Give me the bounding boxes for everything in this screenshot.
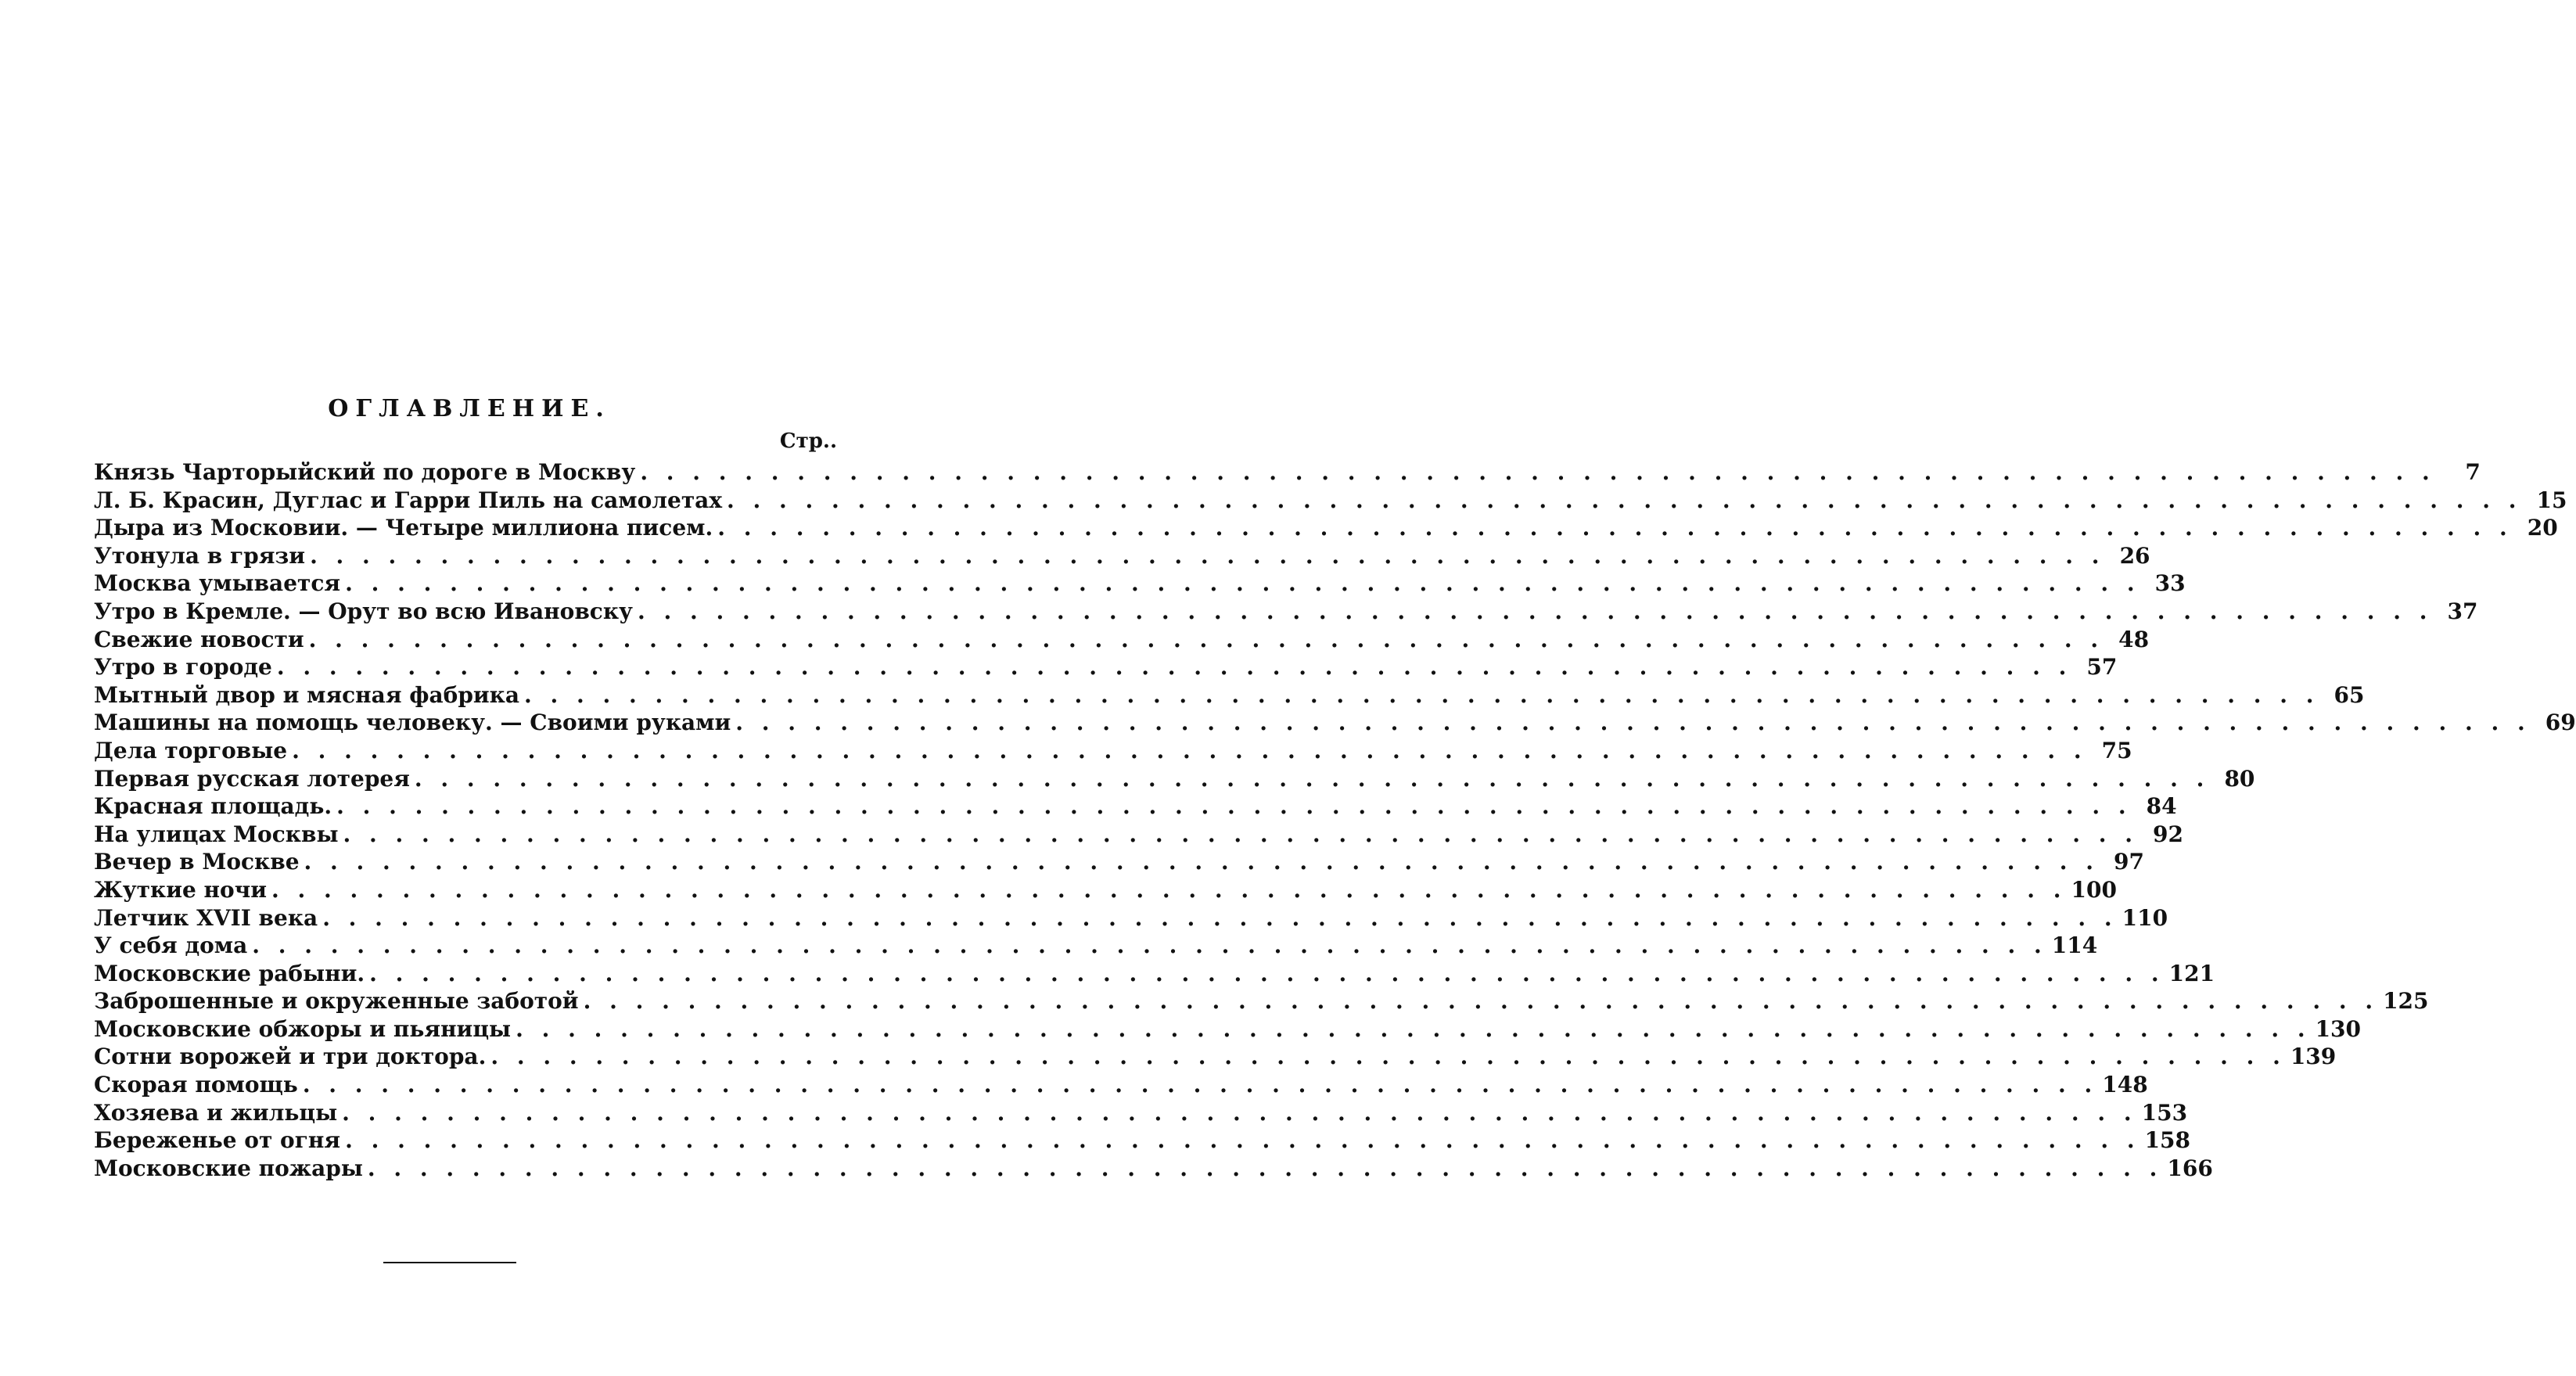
toc-dot-leader [415,765,2209,793]
toc-entry-page-number: 69 [2545,710,2576,736]
toc-entry-title: Московские пожары [94,1155,363,1181]
toc-entry-page-number: 37 [2447,598,2478,624]
toc-dot-leader [336,792,2131,821]
toc-entry-title: Московские рабыни. [94,960,365,986]
toc-dot-leader [271,876,2066,904]
toc-dot-leader [727,487,2521,515]
toc-entry-title: У себя дома [94,932,248,959]
toc-entry-title: Князь Чарторыйский по дороге в Москву [94,459,636,485]
toc-entry [94,681,2365,710]
toc-dot-leader [368,1155,2162,1183]
toc-entry-title: Утонула в грязи [94,542,306,569]
toc-dot-leader [345,569,2139,598]
toc-entry-page-number: 15 [2536,487,2567,513]
toc-entry [94,960,2215,988]
toc-entry-title: Л. Б. Красин, Дуглас и Гарри Пиль на самолетах [94,487,723,513]
toc-entry-page-number: 110 [2122,904,2168,931]
toc-dot-leader [638,598,2432,626]
toc-entry [94,1043,2337,1071]
toc-dot-leader [735,709,2530,737]
toc-entry-page-number: 153 [2141,1099,2188,1126]
toc-dot-leader [292,737,2086,765]
toc-entry-page-number: 100 [2071,876,2117,903]
toc-dot-leader [516,1015,2310,1044]
toc-entry [94,1071,2148,1099]
toc-entry-title: Дела торговые [94,737,288,763]
toc-entry [94,848,2145,876]
toc-entry-title: Летчик XVII века [94,904,318,931]
toc-entry-page-number: 114 [2051,932,2098,959]
toc-entry-title: Утро в городе [94,654,272,681]
toc-entry [94,904,2168,932]
toc-entry-title: Вечер в Москве [94,849,300,875]
toc-entry [94,987,2429,1015]
toc-dot-leader [322,904,2117,932]
toc-entry-page-number: 130 [2315,1015,2362,1042]
toc-dot-leader [717,514,2512,542]
toc-entry-page-number: 7 [2465,459,2481,485]
toc-entry [94,514,2558,542]
toc-dot-leader [309,626,2104,654]
table-of-contents [94,458,2576,1182]
toc-entry [94,598,2478,626]
toc-entry-page-number: 97 [2114,849,2145,875]
toc-entry-title: Жуткие ночи [94,876,267,903]
toc-dot-leader [345,1126,2139,1155]
toc-entry-title: Хозяева и жильцы [94,1099,338,1126]
toc-entry [94,709,2576,737]
toc-entry-title: Сотни ворожей и три доктора. [94,1044,487,1070]
toc-entry [94,932,2098,960]
toc-dot-leader [342,1099,2136,1127]
toc-entry-title: Красная площадь. [94,793,332,820]
toc-dot-leader [277,653,2071,681]
toc-entry-page-number: 121 [2168,960,2215,986]
toc-entry-page-number: 20 [2527,515,2558,541]
toc-entry-page-number: 48 [2118,626,2150,652]
toc-entry-title: Мытный двор и мясная фабрика [94,681,520,708]
toc-entry-title: На улицах Москвы [94,821,339,847]
toc-entry-title: Московские обжоры и пьяницы [94,1015,512,1042]
toc-entry-title: Береженье от огня [94,1127,341,1154]
toc-entry [94,487,2567,515]
toc-dot-leader [252,932,2046,960]
toc-entry-title: Первая русская лотерея [94,765,410,792]
toc-entry [94,765,2255,793]
toc-entry [94,1155,2213,1183]
toc-entry-title: Дыра из Московии. — Четыре миллиона писем. [94,515,713,541]
page-title: ОГЛАВЛЕНИЕ. [328,395,611,422]
toc-entry [94,542,2150,570]
toc-entry-page-number: 166 [2167,1155,2213,1181]
toc-dot-leader [303,1071,2097,1099]
page-column-label: Стр.. [779,429,837,453]
toc-entry-page-number: 158 [2144,1127,2191,1154]
toc-entry-page-number: 57 [2086,654,2118,681]
toc-entry [94,1015,2362,1044]
toc-entry-title: Москва умывается [94,570,341,597]
toc-entry-title: Свежие новости [94,626,304,652]
toc-entry-page-number: 139 [2290,1044,2337,1070]
toc-dot-leader [490,1043,2285,1071]
toc-entry [94,1099,2188,1127]
toc-entry [94,626,2150,654]
toc-entry-title: Утро в Кремле. — Орут во всю Ивановску [94,598,633,624]
toc-dot-leader [369,960,2164,988]
toc-entry-page-number: 148 [2102,1072,2148,1098]
toc-entry-page-number: 33 [2154,570,2186,597]
toc-entry [94,821,2183,849]
toc-dot-leader [524,681,2319,710]
toc-entry-page-number: 26 [2119,542,2150,569]
toc-entry-page-number: 92 [2153,821,2183,847]
toc-dot-leader [304,848,2099,876]
toc-entry [94,876,2117,904]
toc-entry-title: Скорая помощь [94,1072,298,1098]
toc-entry-page-number: 75 [2101,737,2132,763]
toc-entry [94,458,2481,487]
toc-entry-title: Заброшенные и окруженные заботой [94,988,579,1015]
toc-entry-title: Машины на помощь человеку. — Своими руками [94,710,731,736]
toc-entry-page-number: 80 [2224,765,2255,792]
toc-dot-leader [640,458,2434,487]
toc-entry [94,792,2177,821]
toc-dot-leader [343,821,2138,849]
toc-entry [94,569,2186,598]
toc-entry [94,1126,2191,1155]
toc-dot-leader [584,987,2378,1015]
toc-entry [94,737,2132,765]
toc-dot-leader [310,542,2104,570]
toc-entry-page-number: 125 [2383,988,2429,1015]
toc-entry-page-number: 84 [2146,793,2177,820]
toc-entry [94,653,2118,681]
bottom-divider [383,1262,516,1263]
toc-entry-page-number: 65 [2333,681,2365,708]
